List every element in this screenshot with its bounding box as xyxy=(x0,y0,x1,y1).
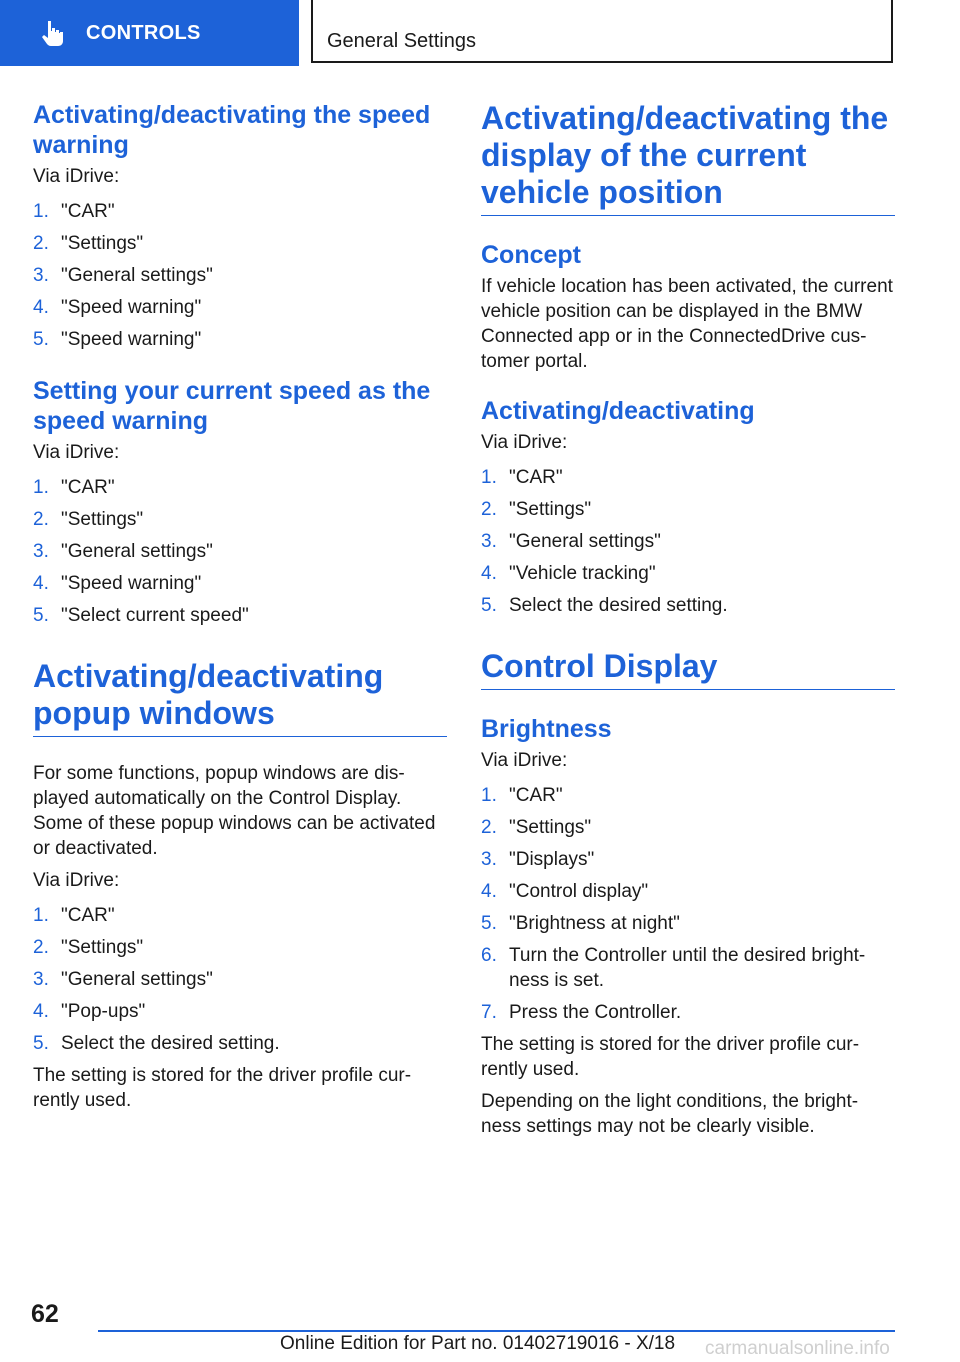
list-item xyxy=(33,263,447,288)
list-item xyxy=(33,199,447,224)
step-text: "Control display" xyxy=(509,881,649,902)
list-item xyxy=(33,507,447,532)
step-text: "Pop-ups" xyxy=(61,1001,146,1022)
watermark: carmanualsonline.info xyxy=(705,1338,890,1359)
step-number: 3. xyxy=(33,969,49,990)
speed-warning-heading: Activating/deactivating the speed warning xyxy=(33,101,431,159)
step-text: "CAR" xyxy=(61,201,115,222)
step-number: 2. xyxy=(33,509,49,530)
footer-divider xyxy=(98,1330,895,1332)
step-text: "CAR" xyxy=(509,785,563,806)
list-item xyxy=(33,999,447,1024)
step-number: 5. xyxy=(33,1033,49,1054)
via-idrive-text: Via iDrive: xyxy=(481,750,568,771)
list-item xyxy=(33,935,447,960)
step-text: "Settings" xyxy=(509,499,592,520)
speed-warning-section xyxy=(33,100,447,352)
step-text: "Settings" xyxy=(509,817,592,838)
step-text: "Select current speed" xyxy=(61,605,249,626)
popup-note: The setting is stored for the driver profile cur‐rently used. xyxy=(33,1065,412,1111)
step-text: "CAR" xyxy=(61,905,115,926)
brightness-steps xyxy=(481,783,895,1025)
step-text: Select the desired setting. xyxy=(61,1033,280,1054)
step-text: Turn the Controller until the desired bright‐ness is set. xyxy=(509,945,866,991)
list-item xyxy=(481,847,895,872)
activating-heading: Activating/deactivating xyxy=(481,397,755,425)
list-item xyxy=(481,783,895,808)
current-speed-steps xyxy=(33,475,447,628)
concept-section xyxy=(481,240,895,374)
current-speed-heading: Setting your current speed as the speed warning xyxy=(33,377,431,435)
step-text: "Settings" xyxy=(61,233,144,254)
list-item xyxy=(481,465,895,490)
step-text: Select the desired setting. xyxy=(509,595,728,616)
list-item xyxy=(481,911,895,936)
right-column xyxy=(481,100,895,1146)
page-number: 62 xyxy=(31,1300,59,1328)
step-number: 4. xyxy=(33,573,49,594)
step-number: 2. xyxy=(481,817,497,838)
brightness-section xyxy=(481,714,895,1139)
list-item xyxy=(481,529,895,554)
concept-heading: Concept xyxy=(481,241,581,269)
list-item xyxy=(481,497,895,522)
step-number: 1. xyxy=(481,785,497,806)
edition-text: Online Edition for Part no. 01402719016 - X/18 xyxy=(280,1333,676,1354)
step-number: 5. xyxy=(33,605,49,626)
step-number: 4. xyxy=(481,563,497,584)
list-item xyxy=(33,903,447,928)
via-idrive-text: Via iDrive: xyxy=(33,870,120,891)
via-idrive-text: Via iDrive: xyxy=(481,432,568,453)
chapter-label: CONTROLS xyxy=(86,21,201,44)
step-number: 2. xyxy=(33,233,49,254)
control-display-heading: Control Display xyxy=(481,648,895,690)
list-item xyxy=(33,1031,447,1056)
via-idrive-text: Via iDrive: xyxy=(33,442,120,463)
popup-intro: For some functions, popup windows are dis‐played automatically on the Control Display. Some of these popup windows can be activated or deactivated. xyxy=(33,763,436,859)
concept-text: If vehicle location has been activated, the current vehicle position can be displayed in the BMW Connected app or in the ConnectedDrive cus‐tomer portal. xyxy=(481,276,893,372)
step-number: 4. xyxy=(33,1001,49,1022)
list-item xyxy=(481,879,895,904)
step-number: 3. xyxy=(33,265,49,286)
step-text: "General settings" xyxy=(509,531,661,552)
step-text: "Displays" xyxy=(509,849,595,870)
via-idrive-text: Via iDrive: xyxy=(33,166,120,187)
step-number: 3. xyxy=(481,531,497,552)
step-text: Press the Controller. xyxy=(509,1002,682,1023)
list-item xyxy=(481,561,895,586)
list-item xyxy=(33,295,447,320)
popup-section xyxy=(33,658,447,1113)
list-item xyxy=(33,231,447,256)
section-label: General Settings xyxy=(327,30,476,52)
step-text: "Brightness at night" xyxy=(509,913,680,934)
step-text: "General settings" xyxy=(61,541,213,562)
step-number: 6. xyxy=(481,945,497,966)
step-number: 7. xyxy=(481,1002,497,1023)
control-display-section xyxy=(481,648,895,690)
activating-section xyxy=(481,396,895,618)
brightness-note: Depending on the light conditions, the bright‐ness settings may not be clearly visible. xyxy=(481,1091,859,1137)
step-number: 3. xyxy=(33,541,49,562)
list-item xyxy=(33,327,447,352)
list-item xyxy=(33,539,447,564)
brightness-note: The setting is stored for the driver profile cur‐rently used. xyxy=(481,1034,860,1080)
step-number: 1. xyxy=(33,477,49,498)
list-item xyxy=(33,967,447,992)
step-number: 4. xyxy=(33,297,49,318)
list-item xyxy=(481,593,895,618)
step-number: 1. xyxy=(481,467,497,488)
list-item xyxy=(33,475,447,500)
step-text: "Settings" xyxy=(61,937,144,958)
step-number: 5. xyxy=(33,329,49,350)
step-text: "Vehicle tracking" xyxy=(509,563,656,584)
step-number: 1. xyxy=(33,905,49,926)
step-text: "General settings" xyxy=(61,969,213,990)
list-item xyxy=(481,943,895,993)
page-header xyxy=(0,0,960,66)
step-text: "Speed warning" xyxy=(61,329,202,350)
step-text: "Speed warning" xyxy=(61,573,202,594)
activating-steps xyxy=(481,465,895,618)
list-item xyxy=(481,815,895,840)
step-text: "Settings" xyxy=(61,509,144,530)
popup-steps xyxy=(33,903,447,1056)
list-item xyxy=(33,571,447,596)
step-number: 3. xyxy=(481,849,497,870)
list-item xyxy=(33,603,447,628)
popup-heading: Activating/deactivating popup windows xyxy=(33,658,447,737)
step-text: "CAR" xyxy=(61,477,115,498)
step-number: 1. xyxy=(33,201,49,222)
section-tab xyxy=(311,0,893,63)
vehicle-position-heading: Activating/deactivating the display of the current vehicle position xyxy=(481,100,895,216)
current-speed-section xyxy=(33,376,447,628)
list-item xyxy=(481,1000,895,1025)
left-column xyxy=(33,100,447,1120)
step-number: 2. xyxy=(33,937,49,958)
speed-warning-steps xyxy=(33,199,447,352)
brightness-heading: Brightness xyxy=(481,715,612,743)
step-number: 2. xyxy=(481,499,497,520)
step-text: "Speed warning" xyxy=(61,297,202,318)
chapter-tab-controls xyxy=(0,0,299,66)
step-text: "General settings" xyxy=(61,265,213,286)
step-number: 5. xyxy=(481,595,497,616)
step-text: "CAR" xyxy=(509,467,563,488)
step-number: 4. xyxy=(481,881,497,902)
pointing-hand-icon xyxy=(38,19,66,47)
step-number: 5. xyxy=(481,913,497,934)
